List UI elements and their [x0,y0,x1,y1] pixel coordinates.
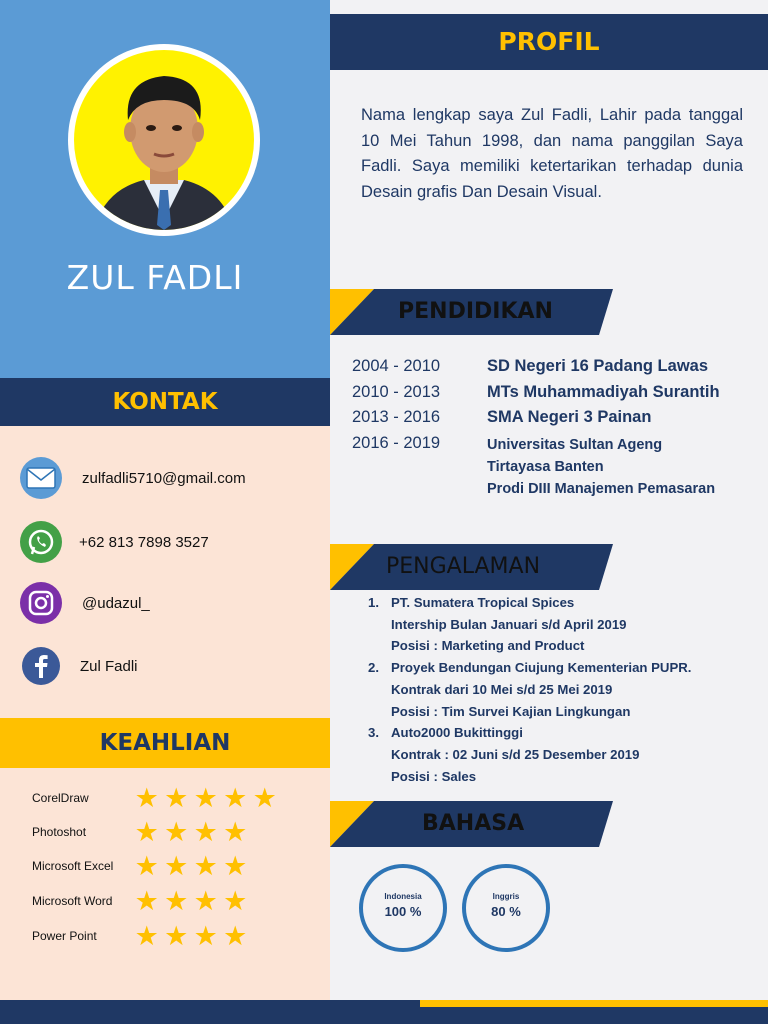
star-icon: ★ [134,850,159,881]
experience-line: PT. Sumatera Tropical Spices [391,595,575,610]
contact-facebook-text: Zul Fadli [80,657,138,675]
bahasa-banner [330,801,620,847]
skill-stars [132,920,250,951]
star-icon: ★ [223,782,248,813]
experience-list [368,592,758,787]
skill-name: Photoshot [32,825,87,839]
experience-line: Kontrak : 02 Juni s/d 25 Desember 2019 [391,746,640,762]
facebook-icon [22,647,60,685]
experience-line: Posisi : Tim Survei Kajian Lingkungan [391,703,631,719]
edu-years: 2004 - 2010 [352,357,441,375]
edu-years: 2010 - 2013 [352,383,441,401]
language-percent: 100 % [384,904,422,919]
language-circle [359,864,447,952]
star-icon: ★ [223,885,248,916]
star-icon: ★ [164,816,189,847]
language-name: Indonesia [384,892,422,901]
experience-line: Proyek Bendungan Ciujung Kementerian PUPR. [391,660,692,676]
pengalaman-heading: PENGALAMAN [386,554,541,579]
star-icon: ★ [164,920,189,951]
experience-line: Posisi : Sales [391,768,477,784]
contact-phone-text: +62 813 7898 3527 [79,533,209,551]
star-icon: ★ [223,920,248,951]
footer-accent [420,1000,768,1007]
profil-text: Nama lengkap saya Zul Fadli, Lahir pada tanggal 10 Mei Tahun 1998, dan nama panggilan Saya Fadli. Saya memiliki ketertarikan terhadap dunia Desain grafis Dan Desain Visual. [361,106,743,201]
contact-phone[interactable] [20,519,209,565]
skill-row [32,817,250,847]
email-icon [20,457,62,499]
profil-heading: PROFIL [330,14,768,70]
edu-school-line: Prodi DIII Manajemen Pemasaran [487,481,716,497]
language-circle [462,864,550,952]
edu-school-line: Tirtayasa Banten [487,459,604,475]
pendidikan-heading: PENDIDIKAN [398,299,553,324]
star-icon: ★ [134,782,159,813]
skill-stars [132,782,280,813]
star-icon: ★ [193,816,218,847]
instagram-icon [20,582,62,624]
edu-school: SMA Negeri 3 Painan [487,408,652,426]
skill-stars [132,816,250,847]
experience-line: Posisi : Marketing and Product [391,638,585,654]
experience-number: 3. [368,725,379,741]
edu-years: 2016 - 2019 [352,434,441,452]
edu-school: MTs Muhammadiyah Surantih [487,383,720,401]
profile-photo [74,50,254,230]
experience-number: 2. [368,660,379,676]
star-icon: ★ [164,850,189,881]
experience-item [368,592,758,657]
pengalaman-banner [330,544,620,590]
experience-item [368,657,758,722]
edu-school-line: Universitas Sultan Ageng [487,437,663,453]
experience-item [368,722,758,787]
edu-school [487,434,715,500]
star-icon: ★ [193,782,218,813]
experience-line: Auto2000 Bukittinggi [391,725,523,741]
contact-email-text: zulfadli5710@gmail.com [82,469,246,487]
edu-row [352,383,720,402]
star-icon: ★ [252,782,277,813]
skill-row [32,886,250,916]
star-icon: ★ [164,782,189,813]
skill-name: Microsoft Word [32,894,113,908]
experience-line: Kontrak dari 10 Mei s/d 25 Mei 2019 [391,681,613,697]
whatsapp-icon [20,521,62,563]
star-icon: ★ [223,816,248,847]
contact-heading: KONTAK [0,378,330,426]
star-icon: ★ [223,850,248,881]
edu-row [352,434,715,500]
bahasa-heading: BAHASA [422,811,525,836]
star-icon: ★ [134,885,159,916]
skill-stars [132,850,250,881]
skill-name: Microsoft Excel [32,859,114,873]
edu-school: SD Negeri 16 Padang Lawas [487,357,709,375]
star-icon: ★ [164,885,189,916]
person-name: ZUL FADLI [66,258,244,297]
star-icon: ★ [134,816,159,847]
language-percent: 80 % [491,904,521,919]
experience-number: 1. [368,595,379,610]
language-name: Inggris [492,892,520,901]
skills-heading: KEAHLIAN [0,718,330,768]
skill-stars [132,885,250,916]
skill-row [32,783,280,813]
skill-row [32,921,250,951]
edu-row [352,408,651,427]
skill-name: Power Point [32,929,97,943]
contact-instagram-text: @udazul_ [82,594,150,612]
edu-years: 2013 - 2016 [352,408,441,426]
contact-email[interactable] [20,455,246,501]
contact-instagram[interactable] [20,580,150,626]
star-icon: ★ [193,885,218,916]
edu-row [352,357,708,376]
star-icon: ★ [134,920,159,951]
star-icon: ★ [193,850,218,881]
skill-row [32,851,250,881]
contact-facebook[interactable] [20,643,138,689]
pendidikan-banner [330,289,620,335]
skill-name: CorelDraw [32,791,89,805]
star-icon: ★ [193,920,218,951]
experience-line: Intership Bulan Januari s/d April 2019 [391,616,627,632]
